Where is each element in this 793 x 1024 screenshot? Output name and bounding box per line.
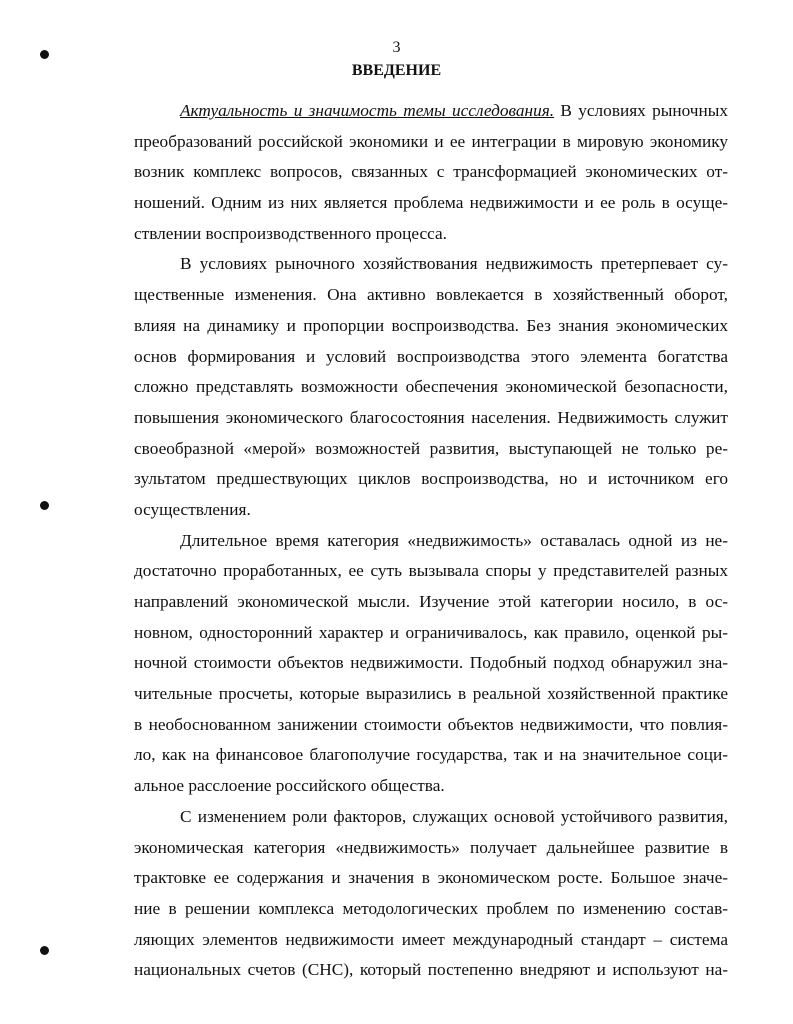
paragraph-4-line-6: национальных счетов (СНС), который постепенно внедряют и используют на- <box>134 960 728 980</box>
paragraph-4-line-5: ляющих элементов недвижимости имеет международный стандарт – система <box>134 929 728 949</box>
paragraph-3-line-6: чительные просчеты, которые выразились в реальной хозяйственной практике <box>134 684 728 704</box>
paragraph-1-line-1: Актуальность и значимость темы исследования. В условиях рыночных <box>180 101 728 120</box>
paragraph-3-line-7: в необоснованном занижении стоимости объектов недвижимости, что повлия- <box>134 714 728 734</box>
page-number: 3 <box>392 39 401 56</box>
paragraph-4-line-2: экономическая категория «недвижимость» получает дальнейшее развитие в <box>134 837 728 857</box>
topic-relevance-label: Актуальность и значимость темы исследования. <box>180 101 555 120</box>
paragraph-4-line-1: С изменением роли факторов, служащих основой устойчивого развития, <box>180 806 728 826</box>
page-title: ВВЕДЕНИЕ <box>351 62 442 79</box>
paragraph-2-line-8: зультатом предшествующих циклов воспроизводства, но и источником его <box>134 469 728 489</box>
document-body <box>134 96 728 986</box>
binding-hole-mark-bottom <box>40 946 49 955</box>
paragraph-1-line-5: ствлении воспроизводственного процесса. <box>134 223 448 243</box>
paragraph-2-line-2: щественные изменения. Она активно вовлекается в хозяйственный оборот, <box>134 285 728 305</box>
paragraph-2-line-3: влияя на динамику и пропорции воспроизводства. Без знания экономических <box>134 315 728 335</box>
binding-hole-mark-middle <box>40 501 49 510</box>
paragraph-3-line-9: альное расслоение российского общества. <box>134 776 445 796</box>
paragraph-4-line-4: ние в решении комплекса методологических проблем по изменению состав- <box>134 898 728 918</box>
paragraph-3-line-4: новном, односторонний характер и ограничивалось, как правило, оценкой ры- <box>134 622 728 642</box>
paragraph-3-line-1: Длительное время категория «недвижимость» оставалась одной из не- <box>180 530 728 550</box>
paragraph-3-line-8: ло, как на финансовое благополучие государства, так и на значительное соци- <box>134 745 728 765</box>
paragraph-3-line-3: направлений экономической мысли. Изучение этой категории носило, в ос- <box>134 592 728 611</box>
paragraph-2-line-9: осуществления. <box>134 499 251 519</box>
paragraph-2-line-4: основ формирования и условий воспроизводства этого элемента богатства <box>134 346 728 366</box>
paragraph-2-line-5: сложно представлять возможности обеспечения экономической безопасности, <box>134 377 728 397</box>
paragraph-1-line-2: преобразований российской экономики и ее интеграции в мировую экономику <box>134 131 728 151</box>
paragraph-2-line-1: В условиях рыночного хозяйствования недвижимость претерпевает су- <box>180 254 728 274</box>
paragraph-3-line-5: ночной стоимости объектов недвижимости. Подобный подход обнаружил зна- <box>134 653 728 673</box>
paragraph-2-line-6: повышения экономического благосостояния населения. Недвижимость служит <box>134 407 728 427</box>
paragraph-1-line-3: возник комплекс вопросов, связанных с трансформацией экономических от- <box>134 162 728 182</box>
paragraph-1-line-4: ношений. Одним из них является проблема недвижимости и ее роль в осуще- <box>134 193 728 213</box>
paragraph-2-line-7: своеобразной «мерой» возможностей развития, выступающей не только ре- <box>134 438 728 458</box>
paragraph-3-line-2: достаточно проработанных, ее суть вызывала споры у представителей разных <box>134 561 728 581</box>
paragraph-4-line-3: трактовке ее содержания и значения в экономическом росте. Большое значе- <box>134 868 728 888</box>
binding-hole-mark-top <box>40 50 49 59</box>
